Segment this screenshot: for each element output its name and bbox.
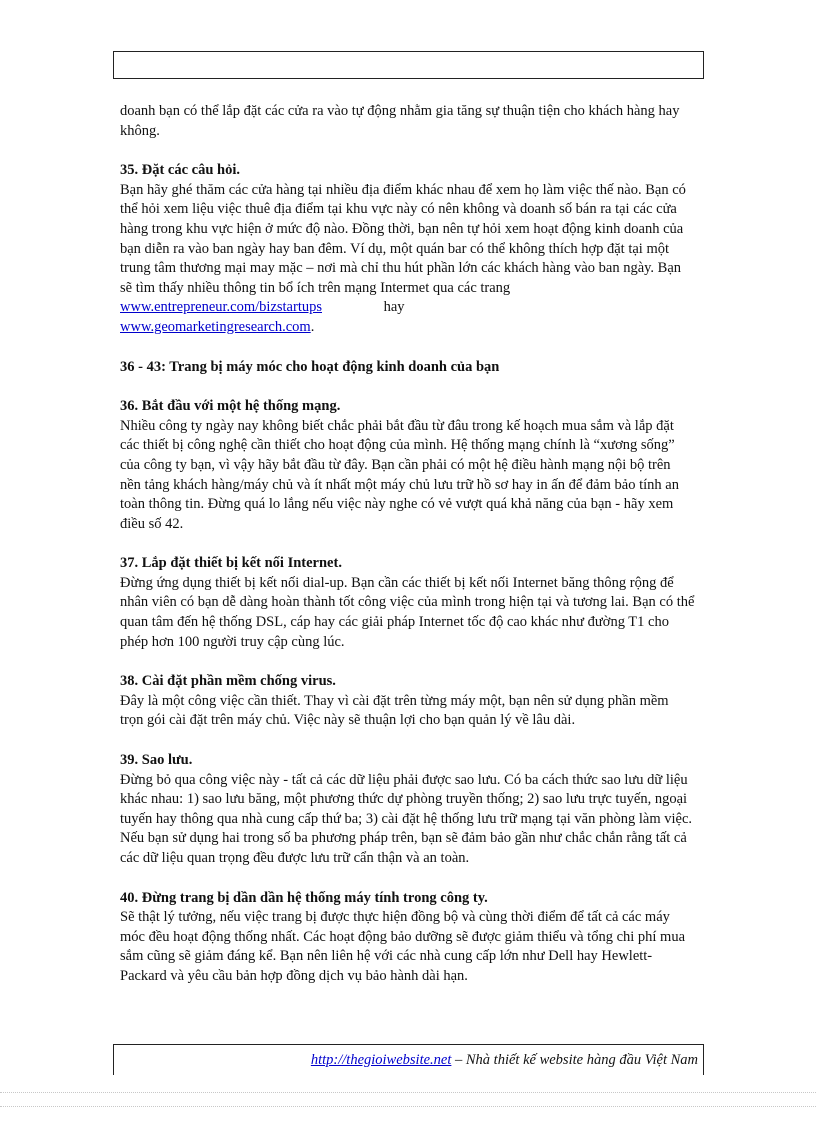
section-37-body: Đừng ứng dụng thiết bị kết nối dial-up. Bạn cần các thiết bị kết nối Internet băng thông rộng để nhân viên có bạn dễ dàng hoàn thành tốt công việc của mình trong hiện tại và tương lai. Bạn có thể quan tâm đến hệ thống DSL, cáp hay các giải pháp Internet tốc độ cao khác như đường T1 cho phép hơn 100 người truy cập cùng lúc. — [120, 574, 695, 650]
document-body — [120, 102, 695, 987]
section-38-title: 38. Cài đặt phần mềm chống virus. — [120, 673, 336, 690]
section-39-title: 39. Sao lưu. — [120, 752, 193, 769]
section-40-body: Sẽ thật lý tưởng, nếu việc trang bị được thực hiện đồng bộ và cùng thời điểm để tất cả các máy móc đều hoạt động thống nhất. Các hoạt động bảo dưỡng sẽ được giảm thiểu và tổng chi phí mua sắm cũng sẽ giảm đáng kể. Bạn nên liên hệ với các nhà cung cấp lớn như Dell hay Hewlett-Packard và yêu cầu bản hợp đồng dịch vụ bảo hành dài hạn. — [120, 909, 686, 984]
page-break-line — [0, 1092, 816, 1093]
section-35-title: 35. Đặt các câu hỏi. — [120, 162, 241, 179]
section-37-title: 37. Lắp đặt thiết bị kết nối Internet. — [120, 555, 342, 572]
geomarketing-link[interactable]: www.geomarketingresearch.com — [120, 318, 311, 335]
intro-paragraph: doanh bạn có thể lắp đặt các cửa ra vào tự động nhằm gia tăng sự thuận tiện cho khách hàng hay không. — [120, 103, 680, 139]
section-38-body: Đây là một công việc cần thiết. Thay vì cài đặt trên từng máy một, bạn nên sử dụng phần mềm trọn gói cài đặt trên máy chủ. Việc này sẽ thuận lợi cho bạn quản lý về lâu dài. — [120, 692, 669, 729]
section-36-body: Nhiều công ty ngày nay không biết chắc phải bắt đầu từ đâu trong kế hoạch mua sắm và lắp đặt các thiết bị công nghệ cần thiết cho hoạt động của mình. Hệ thống mạng chính là “xương sống” của công ty bạn, vì vậy hãy bắt đầu từ đây. Bạn cần phải có một hệ điều hành mạng nội bộ trên nền tảng khách hàng/máy chủ và ít nhất một máy chủ lưu trữ hồ sơ hay in ấn để đảm bảo tính an toàn thông tin. Đừng quá lo lắng nếu việc này nghe có vẻ vượt quá khả năng của bạn - hãy xem điều số 42. — [120, 417, 679, 532]
page-header-box — [113, 51, 704, 79]
section-36-title: 36. Bắt đầu với một hệ thống mạng. — [120, 398, 341, 415]
page-break-line — [0, 1106, 816, 1107]
footer-website-link[interactable]: http://thegioiwebsite.net — [310, 1052, 452, 1068]
footer-tagline: – Nhà thiết kế website hàng đầu Việt Nam — [451, 1052, 698, 1068]
section-40-title: 40. Đừng trang bị dần dần hệ thống máy tính trong công ty. — [120, 889, 488, 906]
section-35-body: Bạn hãy ghé thăm các cửa hàng tại nhiều địa điểm khác nhau để xem họ làm việc thế nào. Bạn có thể hỏi xem liệu việc thuê địa điểm tại khu vực này có nên không và doanh số bán ra tại các cửa hàng trong khu vực hiện ở mức độ nào. Đồng thời, bạn nên tự hỏi xem hoạt động kinh doanh của bạn diễn ra vào ban ngày hay ban đêm. Ví dụ, một quán bar có thể không thích hợp đặt tại một trung tâm thương mại may mặc – nơi mà chỉ thu hút phần lớn các khách hàng vào ban ngày. Bạn sẽ tìm thấy nhiều thông tin bổ ích trên mạng Intermet qua các trang www.entrepreneur.com/bizstartups hay www.geomarketingresearch.com. — [120, 181, 686, 335]
part-heading: 36 - 43: Trang bị máy móc cho hoạt động kinh doanh của bạn — [120, 358, 500, 375]
page-footer — [311, 1052, 698, 1069]
section-39-body: Đừng bỏ qua công việc này - tất cả các dữ liệu phải được sao lưu. Có ba cách thức sao lưu dữ liệu khác nhau: 1) sao lưu băng, một phương thức dự phòng truyền thống; 2) sao lưu trực tuyến, ngoại tuyến hay thông qua nhà cung cấp thứ ba; 3) cài đặt hệ thống lưu trữ mạng tại văn phòng làm việc. Nếu bạn sử dụng hai trong số ba phương pháp trên, bạn sẽ đảm bảo gần như chắc chắn rằng tất cả các dữ liệu quan trọng đều được lưu trữ cẩn thận và an toàn. — [120, 771, 693, 866]
entrepreneur-link[interactable]: www.entrepreneur.com/bizstartups — [120, 299, 322, 316]
